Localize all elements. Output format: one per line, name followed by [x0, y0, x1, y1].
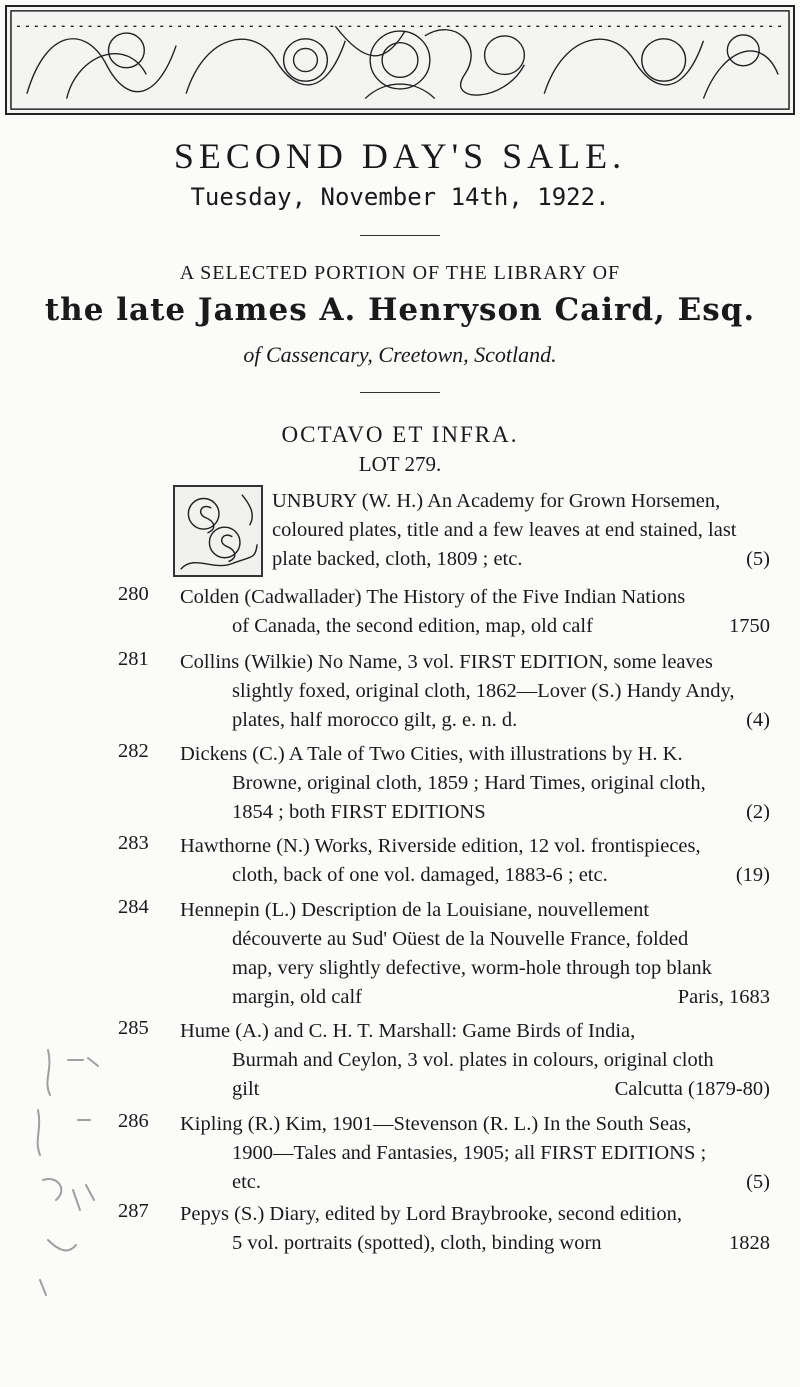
lot-line: 1900—Tales and Fantasies, 1905; all FIRST EDITIONS ;: [232, 1142, 707, 1164]
lot-line: Browne, original cloth, 1859 ; Hard Times, original cloth,: [232, 772, 706, 794]
lot-entry: [272, 487, 770, 574]
lot-line-text: gilt: [232, 1078, 260, 1100]
lot-line-text: 5 vol. portraits (spotted), cloth, binding worn: [232, 1232, 602, 1254]
lot-price: Calcutta (1879-80): [614, 1078, 770, 1100]
lot-line-text: margin, old calf: [232, 986, 362, 1008]
lot-line: UNBURY (W. H.) An Academy for Grown Horsemen,: [272, 490, 721, 512]
library-portion: A SELECTED PORTION OF THE LIBRARY OF: [179, 262, 621, 284]
lot-line: Dickens (C.) A Tale of Two Cities, with illustrations by H. K.: [180, 743, 683, 765]
lot-number: 284: [118, 896, 149, 918]
lot-number: 282: [118, 740, 149, 762]
pencil-marks-icon: [28, 1040, 118, 1300]
lot-line: [180, 706, 770, 735]
ornament-icon: [7, 7, 793, 113]
lot-entry: [180, 1200, 770, 1258]
lot-range: LOT 279.: [358, 452, 442, 476]
lot-line: [272, 545, 770, 574]
lot-price: (4): [746, 709, 770, 731]
lot-line: Collins (Wilkie) No Name, 3 vol. FIRST EDITION, some leaves: [180, 651, 713, 673]
section-heading: OCTAVO ET INFRA.: [281, 422, 519, 447]
lot-line-text: cloth, back of one vol. damaged, 1883-6 ; etc.: [232, 864, 608, 886]
lot-number: 281: [118, 648, 149, 670]
lot-price: (2): [746, 801, 770, 823]
ornamental-banner: [5, 5, 795, 115]
lot-number: 283: [118, 832, 149, 854]
lot-line: Kipling (R.) Kim, 1901—Stevenson (R. L.) In the South Seas,: [180, 1113, 692, 1135]
lot-line: Hume (A.) and C. H. T. Marshall: Game Birds of India,: [180, 1020, 636, 1042]
lot-price: 1750: [729, 615, 770, 637]
lot-line: Pepys (S.) Diary, edited by Lord Braybrooke, second edition,: [180, 1203, 682, 1225]
lot-line: [180, 1229, 770, 1258]
lot-line: slightly foxed, original cloth, 1862—Lover (S.) Handy Andy,: [232, 680, 735, 702]
lot-price: (19): [735, 864, 770, 886]
owner-place: of Cassencary, Creetown, Scotland.: [243, 342, 557, 367]
lot-line: [180, 612, 770, 641]
lot-line: Burmah and Ceylon, 3 vol. plates in colours, original cloth: [232, 1049, 714, 1071]
lot-number: 280: [118, 583, 149, 605]
lot-number: 286: [118, 1110, 149, 1132]
lot-line: Hawthorne (N.) Works, Riverside edition, 12 vol. frontispieces,: [180, 835, 701, 857]
lot-entry: [180, 896, 770, 1012]
lot-price: Paris, 1683: [677, 986, 770, 1008]
lot-line: map, very slightly defective, worm-hole through top blank: [232, 957, 712, 979]
lot-line-text: 1854 ; both FIRST EDITIONS: [232, 801, 486, 823]
lot-line: [180, 1075, 770, 1104]
lot-line: découverte au Sud' Oüest de la Nouvelle France, folded: [232, 928, 689, 950]
initial-s-icon: [175, 487, 261, 575]
lot-line: coloured plates, title and a few leaves at end stained, last: [272, 519, 737, 541]
lot-price: (5): [746, 1171, 770, 1193]
lot-line: [180, 1168, 770, 1197]
decorative-initial: [173, 485, 263, 577]
divider: [360, 235, 440, 236]
lot-number: 287: [118, 1200, 149, 1222]
lot-line-text: plates, half morocco gilt, g. e. n. d.: [232, 709, 518, 731]
lot-line: [180, 861, 770, 890]
lot-line-text: of Canada, the second edition, map, old calf: [232, 615, 593, 637]
lot-entry: [180, 583, 770, 641]
lot-line-text: etc.: [232, 1171, 262, 1193]
divider: [360, 392, 440, 393]
lot-line: [180, 983, 770, 1012]
lot-line: Hennepin (L.) Description de la Louisiane, nouvellement: [180, 899, 650, 921]
lot-line: [180, 798, 770, 827]
library-owner: the late James A. Henryson Caird, Esq.: [44, 292, 756, 328]
sale-title: SECOND DAY'S SALE.: [173, 136, 627, 176]
lot-entry: [180, 648, 770, 735]
lot-entry: [180, 740, 770, 827]
lot-line: Colden (Cadwallader) The History of the Five Indian Nations: [180, 586, 686, 608]
lot-price: 1828: [729, 1232, 770, 1254]
lot-price: (5): [746, 548, 770, 570]
sale-date: Tuesday, November 14th, 1922.: [190, 183, 610, 211]
lot-entry: [180, 1110, 770, 1197]
lot-line-text: plate backed, cloth, 1809 ; etc.: [272, 548, 523, 570]
lot-entry: [180, 832, 770, 890]
lot-number: 285: [118, 1017, 149, 1039]
lot-entry: [180, 1017, 770, 1104]
